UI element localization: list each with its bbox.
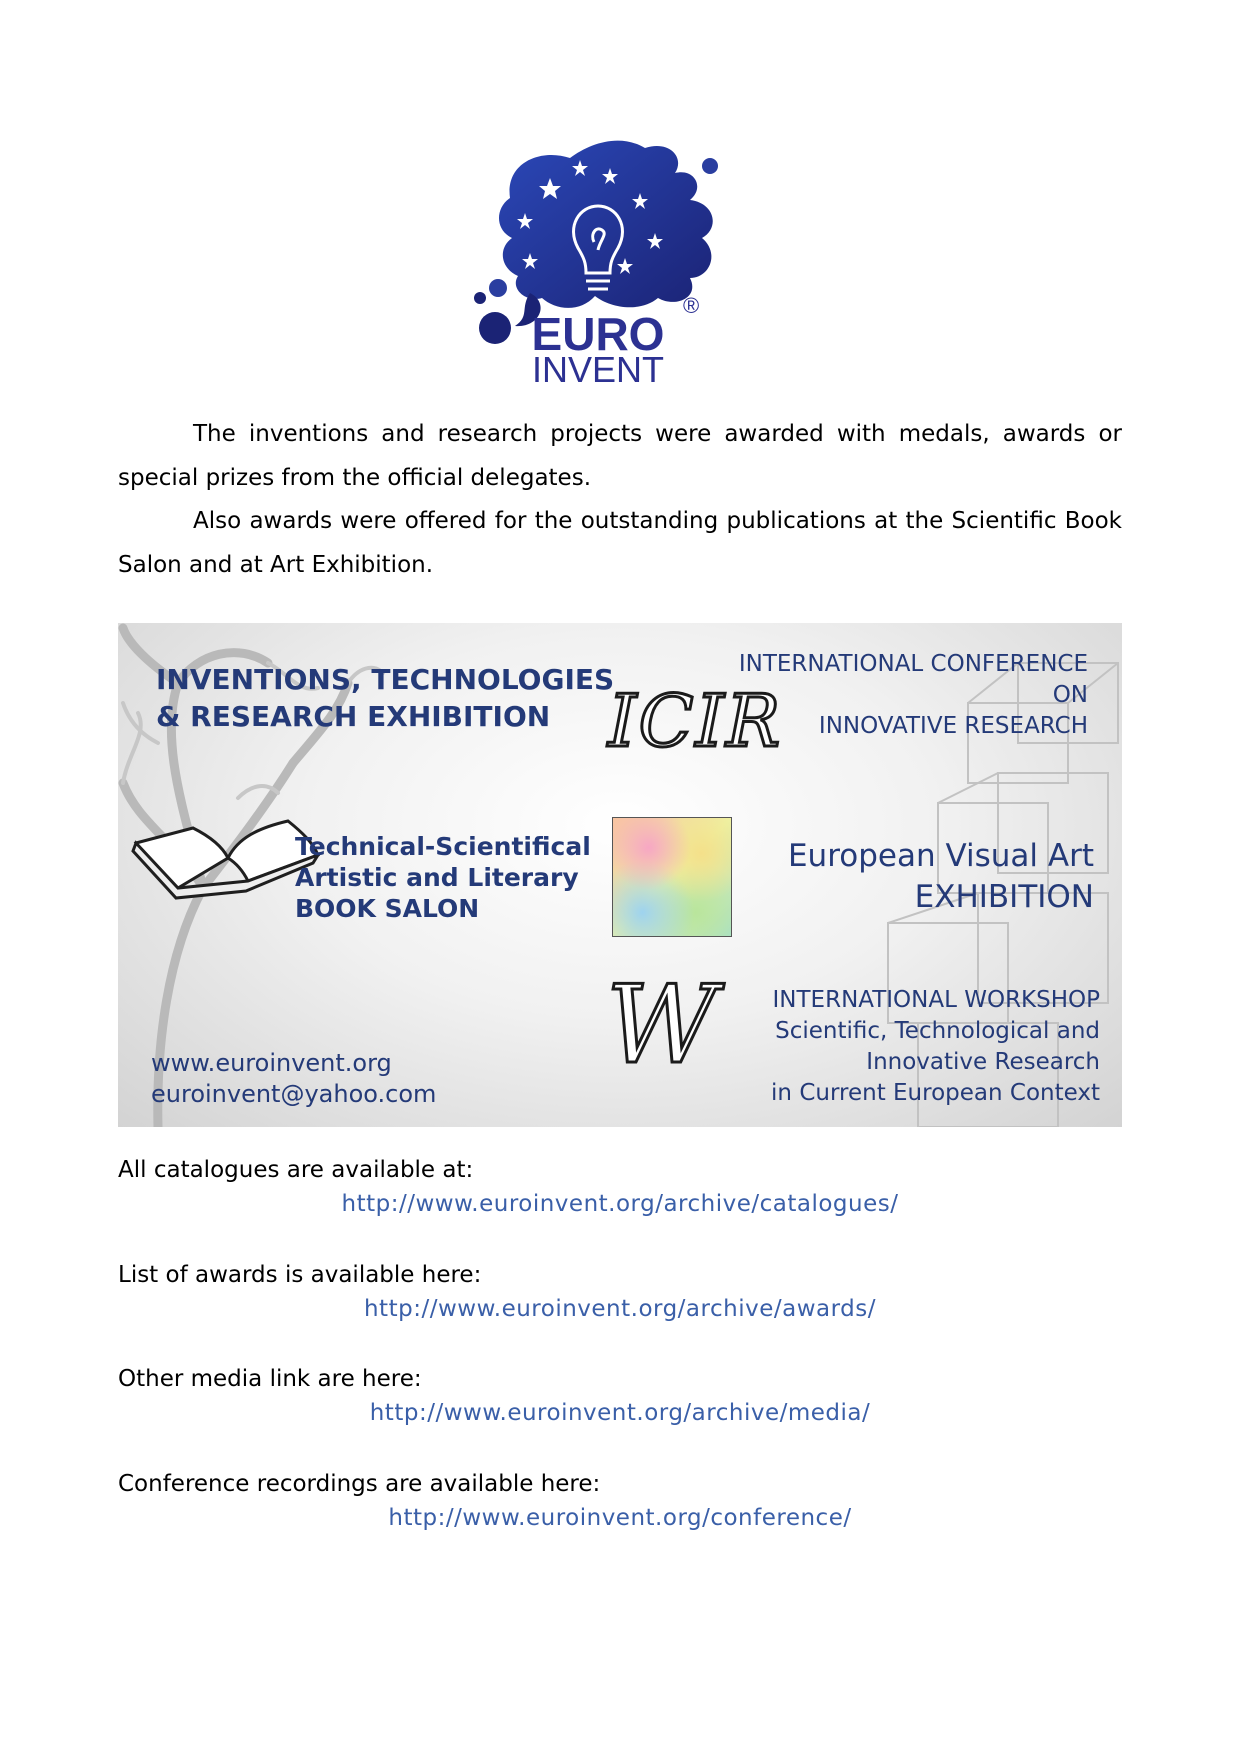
media-link[interactable]: http://www.euroinvent.org/archive/media/ <box>369 1400 871 1426</box>
conference-heading: INTERNATIONAL CONFERENCE ON INNOVATIVE RESEARCH <box>738 651 1088 739</box>
awards-label: List of awards is available here: <box>118 1262 482 1288</box>
book-salon-heading: Technical-Scientifical Artistic and Literary BOOK SALON <box>295 832 591 923</box>
exhibition-heading: INVENTIONS, TECHNOLOGIES & RESEARCH EXHIBITION <box>156 663 615 733</box>
art-exhibition-heading: European Visual Art EXHIBITION <box>787 838 1094 915</box>
media-label: Other media link are here: <box>118 1366 422 1392</box>
conference-recordings-link[interactable]: http://www.euroinvent.org/conference/ <box>388 1505 852 1531</box>
catalogues-section <box>118 1153 1122 1221</box>
euroinvent-logo <box>470 138 770 388</box>
svg-text:INVENT: INVENT <box>531 349 665 388</box>
workshop-w-mark: W <box>606 963 718 1088</box>
awards-section <box>118 1258 1122 1326</box>
conference-recordings-label: Conference recordings are available here: <box>118 1471 601 1497</box>
conference-recordings-section <box>118 1467 1122 1535</box>
awards-link[interactable]: http://www.euroinvent.org/archive/awards/ <box>363 1296 876 1322</box>
banner-website: www.euroinvent.org <box>151 1049 392 1077</box>
catalogues-label: All catalogues are available at: <box>118 1157 474 1183</box>
banner-email: euroinvent@yahoo.com <box>151 1080 437 1108</box>
banner-contact <box>151 1048 436 1110</box>
intro-paragraph-awards: The inventions and research projects were awarded with medals, awards or special prizes from the official delegates. <box>118 421 1122 491</box>
euroinvent-events-banner <box>118 623 1122 1127</box>
icir-mark: ICIR <box>608 679 783 763</box>
svg-text:®: ® <box>683 293 700 318</box>
intro-paragraph-publications: Also awards were offered for the outstanding publications at the Scientific Book Salon and at Art Exhibition. <box>118 508 1122 578</box>
catalogues-link[interactable]: http://www.euroinvent.org/archive/catalogues/ <box>341 1191 899 1217</box>
art-painting-thumbnail <box>612 817 732 937</box>
media-section <box>118 1362 1122 1430</box>
svg-text:EURO: EURO <box>531 308 665 360</box>
workshop-heading: INTERNATIONAL WORKSHOP Scientific, Technological and Innovative Research in Current European Context <box>771 987 1100 1106</box>
